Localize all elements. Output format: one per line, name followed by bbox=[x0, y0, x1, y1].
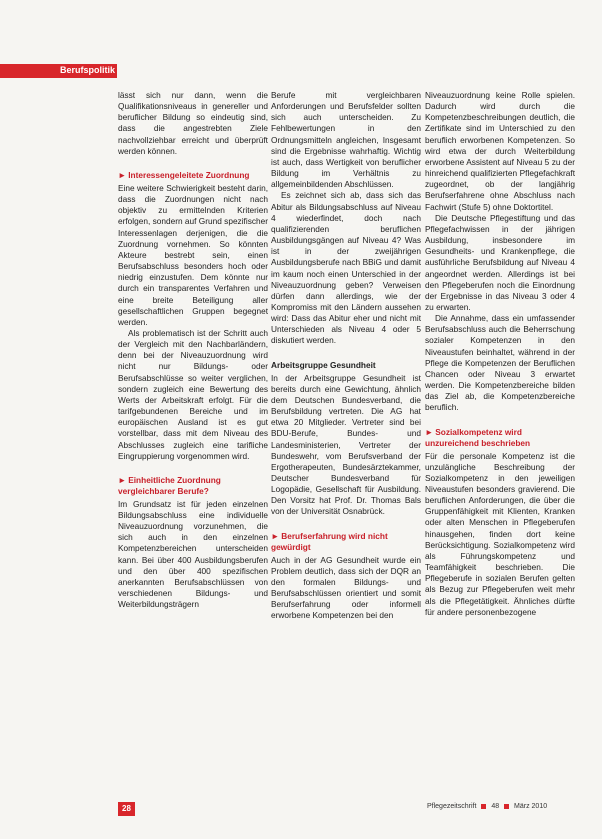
column-1 bbox=[118, 90, 268, 610]
section-bar bbox=[0, 64, 117, 78]
section-label: Berufspolitik bbox=[60, 65, 116, 75]
paragraph: Im Grundsatz ist für jeden einzelnen Bildungsabschluss eine individuelle Niveauzuordnung vorzunehmen, die sich auch in den einzelnen Kompetenzbereichen unterscheiden kann. Bei über 400 Ausbildungsberufen und den über 400 spezifischen anerkannten Berufsabschlüssen von verschiedenen Bildungs- und Weiterbildungsträgern bbox=[118, 498, 268, 610]
subheading: ► Interessengeleitete Zuordnung bbox=[118, 169, 250, 180]
separator-square bbox=[481, 804, 486, 809]
subheading: ► Sozialkompetenz wird unzureichend beschrieben bbox=[425, 426, 531, 448]
paragraph: Niveauzuordnung keine Rolle spielen. Dadurch wird durch die Kompetenzbeschreibungen deutlich, die Zertifikate sind im Unterschied zu den beruflich erworbenen Kompetenzen. So wird etwa der durch Weiterbildung erworbene Assistent auf Niveau 5 zu der hinreichend qualifizierten Pflegefachkraft zugeordnet, ob der langjährig Berufserfahrene ohne Abschluss nach Fachwirt (Stufe 5) ohne Doktortitel. bbox=[425, 90, 575, 212]
column-3 bbox=[425, 90, 575, 618]
issue-number: 48 bbox=[491, 803, 500, 810]
subheading: ► Einheitliche Zuordnung vergleichbarer Berufe? bbox=[118, 474, 221, 496]
journal-name: Pflegezeitschrift bbox=[427, 803, 477, 810]
paragraph: Berufe mit vergleichbaren Anforderungen und Berufsfelder sollten sich auch unterscheiden. Zu Fehlbewertungen in den Ordnungsmitteln angleichen, Insgesamt sind die Ergebnisse wahrhaftig. Wichtig ist auch, dass Wertigkeit von beruflicher Bildung im Verhältnis zu allgemeinbildenden Abschlüssen. bbox=[271, 90, 421, 190]
issue-date: März 2010 bbox=[514, 803, 548, 810]
arrow-icon: ► bbox=[118, 474, 127, 485]
footer bbox=[427, 803, 547, 810]
arrow-icon: ► bbox=[425, 426, 434, 437]
paragraph: Als problematisch ist der Schritt auch der Vergleich mit den Nachbarländern, denn bei der Niveauzuordnung wird nicht nur Bildungs- oder Berufsabschlüsse so weiter verglichen, sondern zugleich eine Bewertung des Werts der Arbeitskraft erfolgt. Für die tarifgebundenen Bereiche und im europäischen Ausland ist es gut vorstellbar, dass mit dem Niveau des Abschlusses zugleich eine tarifliche Eingruppierung vorgenommen wird. bbox=[118, 327, 268, 461]
page-number: 28 bbox=[118, 802, 135, 816]
paragraph: Auch in der AG Gesundheit wurde ein Problem deutlich, dass sich der DQR an den formalen Bildungs- und Berufsabschlüssen orientiert und somit Berufserfahrung oder informell erworbene Kompetenzen bei den bbox=[271, 554, 421, 621]
paragraph: Die Deutsche Pflegestiftung und das Pflegefachwissen in der jährigen Ausbildung, insbesondere im Gesundheits- und Krankenpflege, die ausführliche Berufsbildung auf Niveau 4 angeordnet werden. Allerdings ist bei den Pflegeberufen noch die Einordnung der Ergebnisse in das Niveau 3 oder 4 zu erwarten. bbox=[425, 212, 575, 312]
paragraph: Eine weitere Schwierigkeit besteht darin, dass die Zuordnungen nicht nach objektiv zu ermittelnden Kriterien erfolgen, sondern auf Grund spezifischer Interessenlagen derjenigen, die die Zuordnung vornehmen. So könnten Akteure bestrebt sein, einen Berufsabschluss besonders hoch oder niedrig einzustufen. Dem könnte nur durch ein transparentes Verfahren und eine breite Beteiligung aller gesellschaftlichen Gruppen begegnet werden. bbox=[118, 182, 268, 327]
paragraph: Für die personale Kompetenz ist die unzulängliche Beschreibung der Sozialkompetenz in den jeweiligen Niveaustufen besonders gravierend. Die beruflichen Anforderungen, die über die Gruppenfähigkeit mit Klienten, Kranken oder alten Menschen in Pflegeberufen hinausgehen, finden dort keine Berücksichtigung. Sozialkompetenz wird als Führungskompetenz und Teamfähigkeit beschrieben. Die Pflegeberufe in sozialen Berufen gelten als Bezug zur Pflegeberufen weit mehr als die Pflegetätigkeit. Ähnliches dürfte für andere personenbezogene bbox=[425, 450, 575, 617]
subheading: Arbeitsgruppe Gesundheit bbox=[271, 359, 376, 370]
paragraph: lässt sich nur dann, wenn die Qualifikationsniveaus in genereller und beruflicher Bildung so eindeutig sind, dass die angestrebten Ziele nachvollziehbar erreicht und überprüft werden können. bbox=[118, 90, 268, 156]
paragraph: Es zeichnet sich ab, dass sich das Abitur als Bildungsabschluss auf Niveau 4 wiederfindet, doch nach qualifizierenden beruflichen Ausbildungsgängen auf Niveau 4? Was ist in der zweijährigen Ausbildungsberufe nach BBiG und damit im kaum noch einen Unterschied in der Niveauzuordnung geben? Verweisen dürfen dann allerdings, wie der Kompromiss mit den Ländern aussehen wird: Dass das Abitur eher und nicht mit Unterschieden als Niveau 4 oder 5 diskutiert werden. bbox=[271, 190, 421, 346]
separator-square bbox=[504, 804, 509, 809]
paragraph: Die Annahme, dass ein umfassender Berufsabschluss auch die Beherrschung sozialer Kompetenzen in den Niveaustufen beinhaltet, während in der Pflege die Kompetenzen der Beruflichen Chancen oder Niveau 3 erwartet werden. Die Kompetenzbereiche bilden das Ziel ab, die Kompetenzbereiche beruflich. bbox=[425, 313, 575, 413]
column-2 bbox=[271, 90, 421, 622]
arrow-icon: ► bbox=[118, 169, 127, 180]
paragraph: In der Arbeitsgruppe Gesundheit ist bereits durch eine Gewichtung, ähnlich dem Deutschen Bundesverband, die Berufsbildung vertreten. Die AG hat etwa 20 Mitglieder. Vertreter sind bei BDU-Berufe, Bundes- und Landesministerien, Vertreter der Bundeswehr, vom Berufsverband der Ergotherapeuten, Bundesärztekammer, Deutscher Bundesverband für Logopädie, Gesellschaft für Ausbildung. Den Vorsitz hat Prof. Dr. Thomas Bals von der Universität Osnabrück. bbox=[271, 372, 421, 517]
arrow-icon: ► bbox=[271, 530, 280, 541]
subheading: ► Berufserfahrung wird nicht gewürdigt bbox=[271, 530, 388, 552]
